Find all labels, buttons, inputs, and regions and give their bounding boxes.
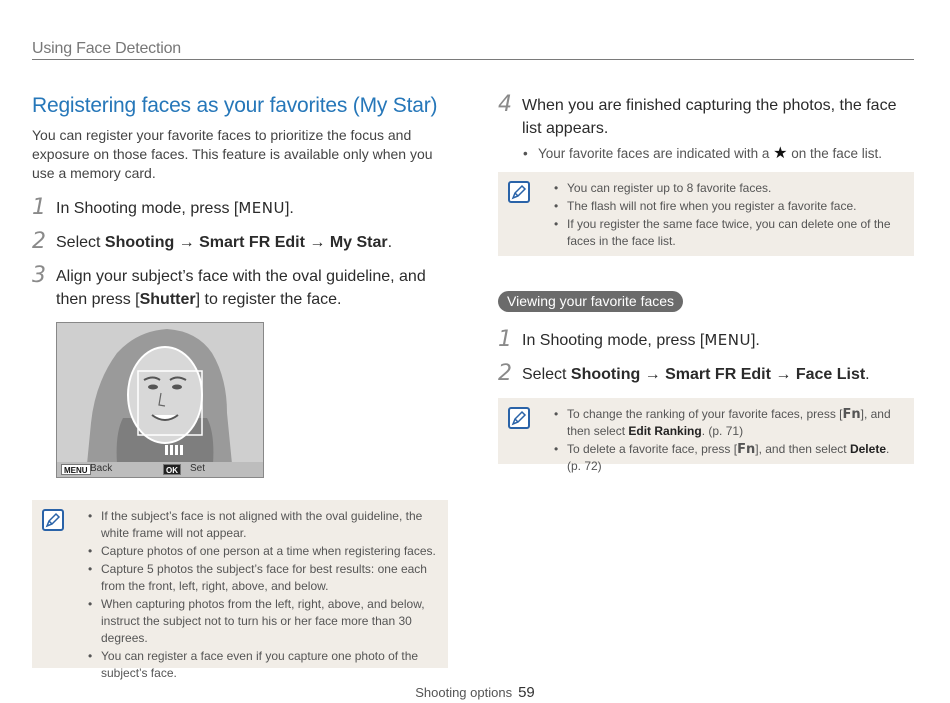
favorite-faces-bullet: • Your favorite faces are indicated with a ★ on the face list. <box>520 144 916 163</box>
viewing-steps <box>498 329 916 386</box>
note-item: • Capture photos of one person at a time when registering faces. <box>88 543 436 560</box>
subheading-container <box>498 291 683 312</box>
page-number: 59 <box>518 684 535 701</box>
step-number: 2 <box>498 361 512 386</box>
set-label: Set <box>190 463 206 474</box>
star-icon: ★ <box>773 145 788 162</box>
header-divider <box>32 59 914 60</box>
note-box-right-1 <box>498 172 914 256</box>
note-item: • You can register up to 8 favorite faces. <box>554 180 902 197</box>
step-number: 2 <box>32 229 46 254</box>
note-item: • When capturing photos from the left, right, above, and below, instruct the subject not to turn his or her face more than 30 degrees. <box>88 596 436 647</box>
step-4: 4 When you are finished capturing the photos, the face list appears. <box>498 92 897 137</box>
ok-key-icon: OK <box>163 464 181 475</box>
section-title: Using Face Detection <box>32 40 181 57</box>
note-icon <box>42 509 64 531</box>
subheading-pill: Viewing your favorite faces <box>498 291 683 312</box>
step-number: 3 <box>32 263 46 288</box>
note-item: • If the subject’s face is not aligned with the oval guideline, the white frame will not appear. <box>88 508 436 542</box>
note-item: • If you register the same face twice, you can delete one of the faces in the face list. <box>554 216 902 250</box>
right-column <box>498 94 916 163</box>
note-icon <box>508 407 530 429</box>
fn-key: Fn <box>737 442 756 457</box>
view-step-1: 1 In Shooting mode, press [MENU]. <box>498 327 760 352</box>
note-item: • To delete a favorite face, press [Fn], and then select Delete. (p. 72) <box>554 441 902 475</box>
step-3: 3 Align your subject’s face with the oval guideline, and then press [Shutter] to register the face. <box>32 263 426 308</box>
step-number: 1 <box>32 195 46 220</box>
note-box-left <box>32 500 448 680</box>
face-guideline-illustration <box>57 323 264 464</box>
intro-text: You can register your favorite faces to prioritize the focus and exposure on those faces. This feature is available only when you use a memory card. <box>32 127 433 181</box>
note-item: • You can register a face even if you capture one photo of the subject’s face. <box>88 648 436 682</box>
page-footer <box>0 684 950 701</box>
menu-key: MENU <box>238 199 285 217</box>
step-1: 1 In Shooting mode, press [MENU]. <box>32 195 294 220</box>
page-title: Registering faces as your favorites (My Star) <box>32 94 438 117</box>
footer-label: Shooting options <box>415 685 513 700</box>
back-label: Back <box>90 463 113 474</box>
note-item: • To change the ranking of your favorite faces, press [Fn], and then select Edit Ranking. (p. 71) <box>554 406 902 440</box>
camera-screen-illustration <box>56 322 264 478</box>
view-step-2: 2 Select Shooting → Smart FR Edit → Face List. <box>498 361 870 386</box>
menu-key: MENU <box>704 331 751 349</box>
note-icon <box>508 181 530 203</box>
fn-key: Fn <box>842 407 861 422</box>
left-column <box>32 94 452 311</box>
step-number: 4 <box>498 92 512 117</box>
note-item: • Capture 5 photos the subject’s face for best results: one each from the front, left, right, above, and below. <box>88 561 436 595</box>
camera-bottom-bar <box>57 462 263 477</box>
note-box-right-2 <box>498 398 914 473</box>
note-item: • The flash will not fire when you register a favorite face. <box>554 198 902 215</box>
menu-key-icon: MENU <box>61 464 91 475</box>
step-2: 2 Select Shooting → Smart FR Edit → My Star. <box>32 229 393 254</box>
step-number: 1 <box>498 327 512 352</box>
